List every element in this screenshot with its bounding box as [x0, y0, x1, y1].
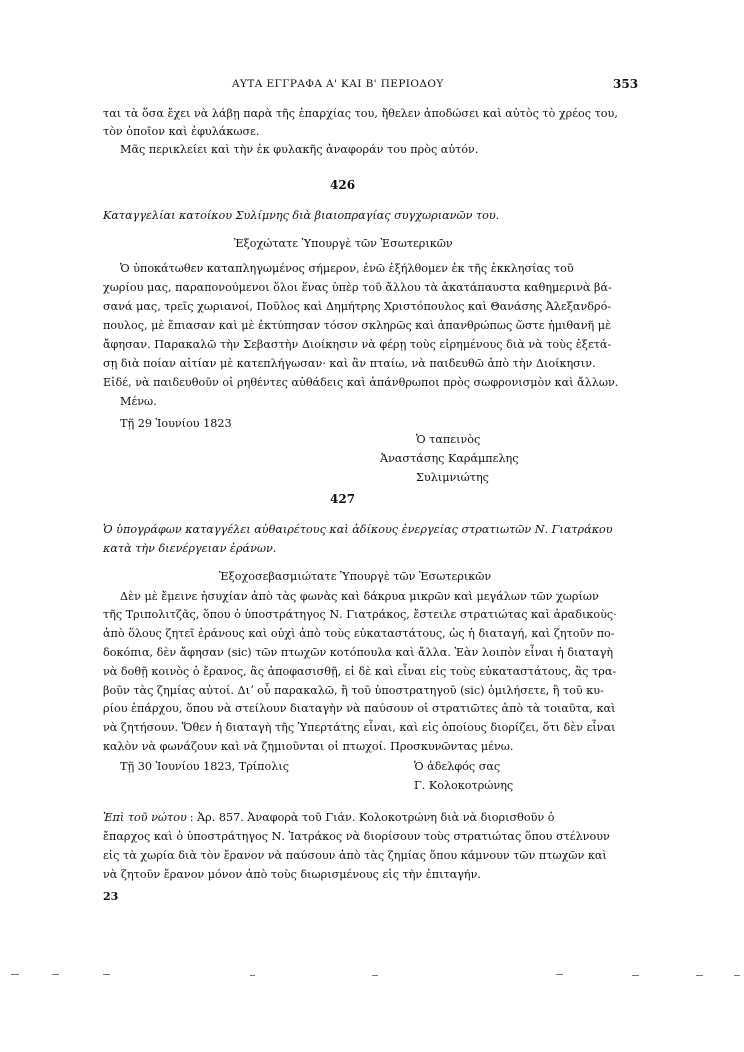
- doc-426-salutation: Ἐξοχώτατε Ὑπουργὲ τῶν Ἐσωτερικῶν: [234, 237, 453, 250]
- doc-426-summary: Καταγγελίαι κατοίκου Συλίμνης διὰ βιαιοπραγίας συγχωριανῶν του.: [103, 209, 500, 222]
- page-number: 353: [613, 77, 639, 91]
- doc-427-summary-line-2: κατὰ τὴν διενέργειαν ἐράνων.: [103, 542, 277, 555]
- doc-426-body-line: χωρίου μας, παραπονούμενοι ὅλοι ἕνας ὑπὲρ τοῦ ἄλλου τὰ ἀκατάπαυστα καθημερινὰ βά-: [103, 281, 612, 294]
- doc-427-signature-line-1: Ὁ ἀδελφός σας: [414, 760, 501, 773]
- signature-mark: 23: [103, 890, 119, 903]
- doc-427-number: 427: [330, 492, 356, 506]
- intro-line-2: τὸν ὁποῖον καὶ ἐφυλάκωσε.: [103, 125, 260, 138]
- scan-artifact-dash: [632, 975, 639, 976]
- scan-artifact-dash: [734, 975, 740, 976]
- intro-line-1: ται τὰ ὅσα ἔχει νὰ λάβῃ παρὰ τῆς ἐπαρχίας του, ἤθελεν ἀποδώσει καὶ αὐτὸς τὸ χρέος του,: [103, 107, 618, 120]
- doc-426-body-line: σανά μας, τρεῖς χωριανοί, Ποῦλος καὶ Δημήτρης Χριστόπουλος καὶ Θανάσης Ἀλεξανδρό-: [103, 300, 612, 313]
- doc-426-body-line: Ὁ ὑποκάτωθεν καταπληγωμένος σήμερον, ἐνῶ ἐξήλθομεν ἐκ τῆς ἐκκλησίας τοῦ: [120, 262, 574, 275]
- doc-427-body-line: νὰ δοθῇ κοινὸς ὁ ἔρανος, ἂς ἀποφασισθῇ, εἰ δὲ καὶ εἶναι εἰς τοὺς εὐκαταστάτους, ἂς τρα-: [103, 665, 617, 678]
- scan-artifact-dash: [696, 975, 703, 976]
- intro-line-3: Μᾶς περικλείει καὶ τὴν ἐκ φυλακῆς ἀναφοράν του πρὸς αὐτόν.: [120, 143, 479, 156]
- doc-427-body-line: δοκόπια, δὲν ἄφησαν (sic) τῶν πτωχῶν κοτόπουλα καὶ ἄλλα. Ἐὰν λοιπὸν εἶναι ἡ διαταγὴ: [103, 646, 614, 659]
- doc-427-verso-line: ἔπαρχος καὶ ὁ ὑποστράτηγος Ν. Ἰατράκος νὰ διορίσουν τοὺς στρατιώτας ὅπου στέλνουν: [103, 830, 610, 843]
- doc-427-summary-line-1: Ὁ ὑπογράφων καταγγέλει αὐθαιρέτους καὶ ἀδίκους ἐνεργείας στρατιωτῶν Ν. Γιατράκου: [103, 523, 613, 536]
- doc-427-body-line: ἀπὸ ὅλους ζητεῖ ἐράνους καὶ οὐχὶ ἀπὸ τοὺς εὐκαταστάτους, ὡς ἡ διαταγή, καὶ ζητοῦν πο-: [103, 627, 615, 640]
- doc-426-body-line: σῃ διὰ ποίαν αἰτίαν μὲ κατεπλήγωσαν· καὶ ἂν πταίω, νὰ παιδευθῶ ἀπὸ τὴν Διοίκησιν.: [103, 357, 596, 370]
- doc-426-body-line: ἄφησαν. Παρακαλῶ τὴν Σεβαστὴν Διοίκησιν νὰ φέρῃ τοὺς εἰρημένους διὰ νὰ τοὺς ἐξετά-: [103, 338, 612, 351]
- scan-artifact-dash: [250, 975, 255, 976]
- doc-426-number: 426: [330, 178, 356, 192]
- scan-artifact-dash: [11, 974, 19, 975]
- scan-artifact-dash: [52, 974, 59, 975]
- doc-426-body-line: Εἰδέ, νὰ παιδευθοῦν οἱ ρηθέντες αὐθάδεις καὶ ἀπάνθρωποι πρὸς σωφρονισμὸν καὶ ἄλλων.: [103, 376, 619, 389]
- doc-427-date: Τῇ 30 Ἰουνίου 1823, Τρίπολις: [120, 760, 289, 773]
- doc-427-salutation: Ἐξοχοσεβασμιώτατε Ὑπουργὲ τῶν Ἐσωτερικῶν: [219, 570, 492, 583]
- doc-426-signature-line-1: Ὁ ταπεινὸς: [416, 433, 481, 446]
- doc-427-verso-line: νὰ ζητοῦν ἔρανον μόνον ἀπὸ τοὺς διωρισμένους εἰς τὴν ἐπιταγήν.: [103, 868, 481, 881]
- doc-426-signature-line-3: Συλιμνιώτης: [416, 471, 489, 484]
- scan-artifact-dash: [372, 975, 378, 976]
- doc-426-body-line: πουλος, μὲ ἔπιασαν καὶ μὲ ἐκτύπησαν τόσον σκληρῶς καὶ ἀπανθρώπως ὥστε ἡμιθανῆ μὲ: [103, 319, 612, 332]
- doc-427-body-line: ρίου ἐπάρχου, ὅπου νὰ στείλουν διαταγὴν νὰ παύσουν οἱ στρατιῶτες ἀπὸ τὰ τοιαῦτα, καὶ: [103, 702, 616, 715]
- doc-427-signature-line-2: Γ. Κολοκοτρώνης: [414, 779, 514, 792]
- doc-427-verso-text: : Ἀρ. 857. Ἀναφορὰ τοῦ Γιάν. Κολοκοτρώνη διὰ νὰ διορισθοῦν ὁ: [189, 811, 555, 824]
- doc-427-body-line: καλὸν νὰ φωνάζουν καὶ νὰ ζημιοῦνται οἱ πτωχοί. Προσκυνῶντας μένω.: [103, 740, 514, 753]
- doc-426-signature-line-2: Ἀναστάσης Καράμπελης: [380, 452, 519, 465]
- doc-427-verso-line: εἰς τὰ χωρία διὰ τὸν ἔρανον νὰ παύσουν ἀπὸ τὰς ζημίας ὅπου κάμνουν τῶν πτωχῶν καὶ: [103, 849, 607, 862]
- doc-426-date: Τῇ 29 Ἰουνίου 1823: [120, 417, 232, 430]
- doc-427-body-line: νὰ ζητήσουν. Ὅθεν ἡ διαταγὴ τῆς Ὑπερτάτης εἶναι, καὶ εἰς ὁποίους διορίζει, ὅτι δὲν εἶναι: [103, 721, 616, 734]
- doc-427-body-line: Δὲν μὲ ἔμεινε ἡσυχίαν ἀπὸ τὰς φωνὰς καὶ δάκρυα μικρῶν καὶ μεγάλων τῶν χωρίων: [120, 590, 599, 603]
- running-title: ΑΥΤΑ ΕΓΓΡΑΦΑ Α' ΚΑΙ Β' ΠΕΡΙΟΔΟΥ: [232, 78, 444, 90]
- doc-427-body-line: βοῦν τὰς ζημίας αὐτοί. Διʼ οὗ παρακαλῶ, ἢ τοῦ ὑποστρατηγοῦ (sic) ὁμιλήσετε, ἢ τοῦ κυ-: [103, 684, 604, 697]
- scan-artifact-dash: [103, 974, 110, 975]
- doc-427-verso-line-1: [103, 811, 555, 825]
- scan-artifact-dash: [556, 974, 563, 975]
- doc-426-body-line: Μένω.: [120, 395, 157, 408]
- doc-427-body-line: τῆς Τριπολιτζᾶς, ὅπου ὁ ὑποστράτηγος Ν. Γιατράκος, ἔστειλε στρατιώτας καὶ ἀραδικοὺς·: [103, 608, 617, 621]
- doc-427-verso-label: Ἐπὶ τοῦ νώτου: [103, 811, 187, 824]
